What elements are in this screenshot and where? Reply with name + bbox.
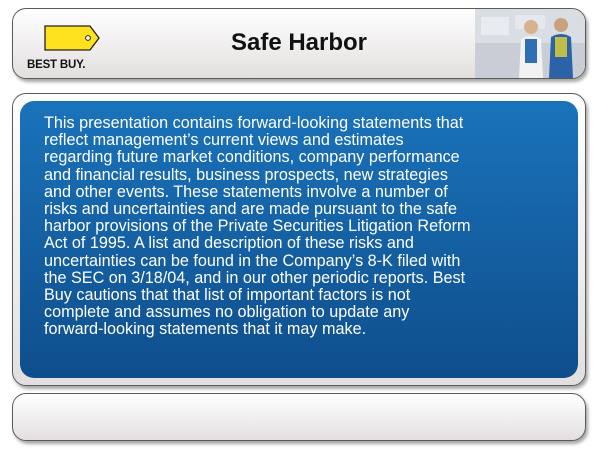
- safe-harbor-statement: [44, 115, 584, 339]
- logo-wordmark: BEST BUY.: [27, 59, 86, 71]
- statement-line: Act of 1995. A list and description of these risks and: [44, 234, 414, 253]
- statement-line: risks and uncertainties and are made pursuant to the safe: [44, 200, 458, 219]
- statement-line: harbor provisions of the Private Securities Litigation Reform: [44, 217, 471, 236]
- statement-line: Buy cautions that that list of important factors is not: [44, 286, 411, 305]
- statement-line: reflect management’s current views and estimates: [44, 131, 404, 150]
- statement-line: regarding future market conditions, company performance: [44, 148, 460, 167]
- body-panel: [12, 93, 586, 386]
- statement-line: This presentation contains forward-looking statements that: [44, 114, 464, 132]
- footer-panel: [12, 393, 586, 441]
- employees-photo: [475, 9, 585, 78]
- statement-line: uncertainties can be found in the Company’s 8-K filed with: [44, 251, 461, 270]
- statement-line: and financial results, business prospects, new strategies: [44, 165, 448, 184]
- slide-title: Safe Harbor: [230, 29, 368, 56]
- statement-line: and other events. These statements involve a number of: [44, 182, 448, 201]
- statement-line: complete and assumes no obligation to update any: [44, 303, 410, 322]
- statement-box: [20, 101, 578, 378]
- statement-line: forward-looking statements that it may make.: [44, 320, 367, 339]
- statement-line: the SEC on 3/18/04, and in our other periodic reports. Best: [44, 268, 466, 287]
- header-panel: [12, 8, 586, 79]
